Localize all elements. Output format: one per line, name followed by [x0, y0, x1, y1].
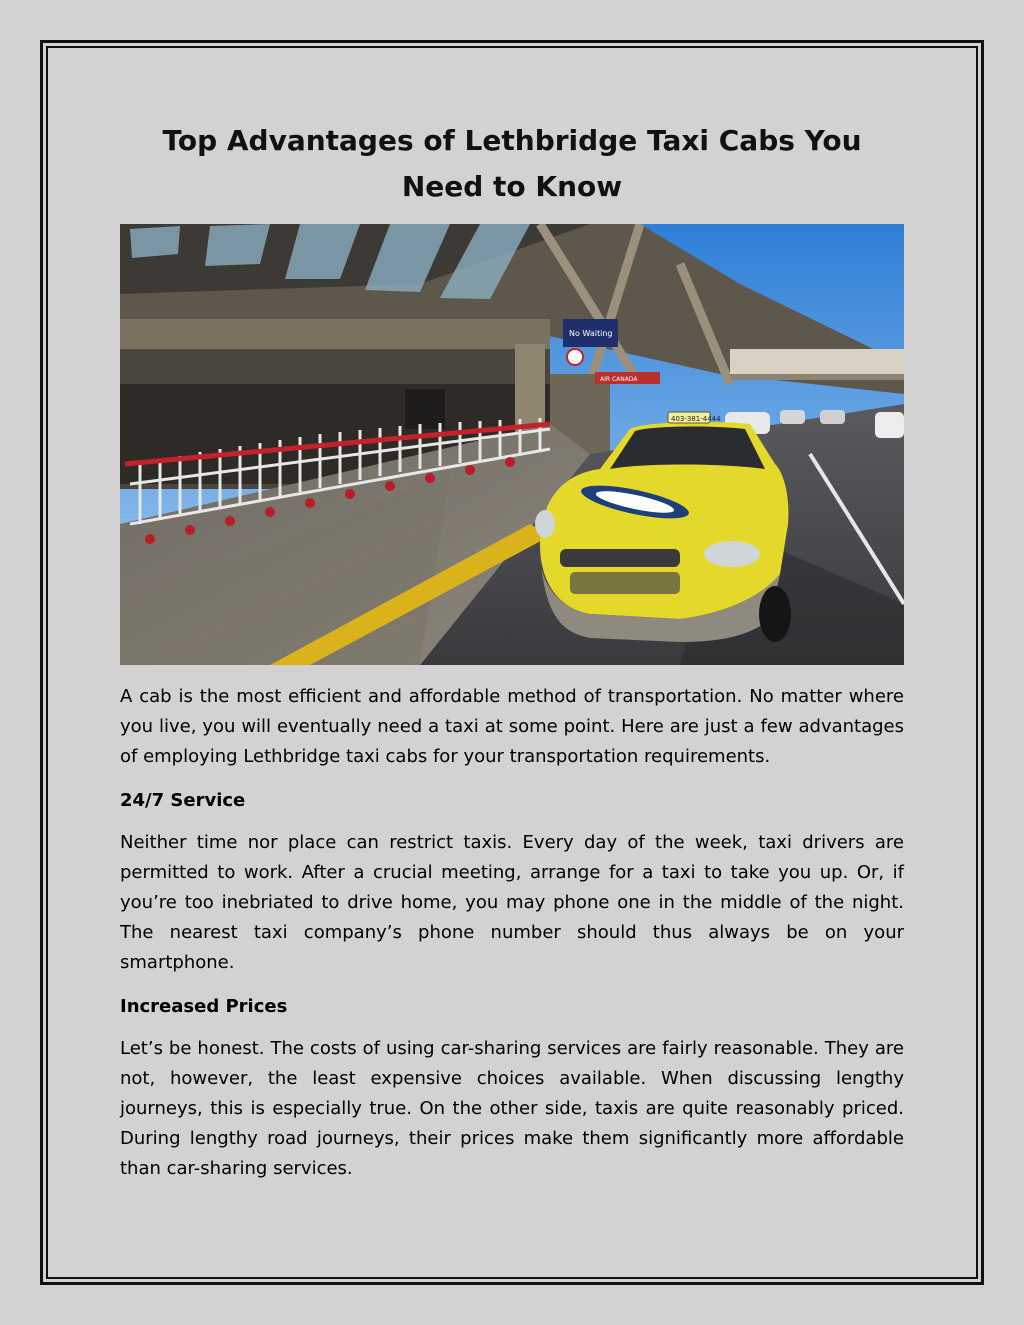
canopy-sign-text: AIR CANADA — [600, 376, 638, 383]
taxi-at-airport-photo — [120, 224, 904, 665]
section-body-increased-prices: Let’s be honest. The costs of using car-sharing services are fairly reasonable. They are not, however, the least expensive choices available. When discussing lengthy journeys, this is especially true. On the other side, taxis are quite reasonably priced. During lengthy road journeys, their prices make them significantly more affordable than car-sharing services. — [120, 1038, 904, 1179]
section-body-24-7-service: Neither time nor place can restrict taxis. Every day of the week, taxi drivers are permitted to work. After a crucial meeting, arrange for a taxi to take you up. Or, if you’re too inebriated to drive home, you may phone one in the middle of the night. The nearest taxi company’s phone number should thus always be on your smartphone. — [120, 832, 904, 973]
roof-sign-text: 403-381-4444 — [671, 415, 721, 423]
section-heading-24-7-service: 24/7 Service — [120, 790, 246, 811]
section-heading-increased-prices: Increased Prices — [120, 996, 288, 1017]
article-title: Top Advantages of Lethbridge Taxi Cabs You Need to Know — [162, 124, 862, 203]
no-waiting-sign-text: No Waiting — [569, 329, 613, 338]
intro-paragraph: A cab is the most efficient and affordable method of transportation. No matter where you live, you will eventually need a taxi at some point. Here are just a few advantages of employing Lethbridge taxi cabs for your transportation requirements. — [120, 686, 904, 767]
article — [120, 118, 904, 1184]
